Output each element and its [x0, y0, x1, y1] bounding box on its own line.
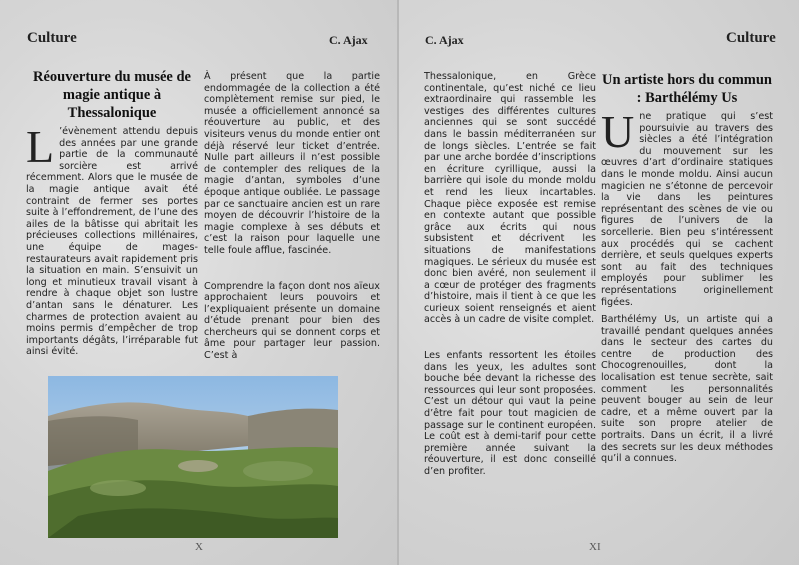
left-header-section: Culture	[27, 30, 77, 46]
article-title-museum: Réouverture du musée de magie antique à Thessalonique	[32, 69, 191, 121]
left-header-author: C. Ajax	[329, 33, 368, 47]
left-page	[0, 0, 397, 565]
landscape-photo	[48, 376, 338, 538]
left-column-2	[204, 71, 380, 362]
right-column-1	[424, 71, 596, 478]
dropcap-l: L	[26, 121, 55, 172]
artist-paragraph-2: Barthélémy Us, un artiste qui a travaillé pendant quelques années dans le secteur des cartes du centre de production des Chocogrenouilles, dont la localisation est tenue secrète, sait comment les personnalités peuvent bouger au sein de leur cadre, et a même ouvert par la suite son propre atelier de portraits. Dans un écrit, il a livré des secrets sur les deux méthodes qu’il a connues.	[601, 314, 773, 465]
right-column-2	[601, 71, 773, 465]
left-page-number: X	[195, 541, 203, 553]
dropcap-u: U	[601, 106, 635, 157]
museum-paragraph-2: À présent que la partie endommagée de la collection a été complètement remise sur pied, le musée a officiellement annoncé sa réouverture au public, et des visiteurs venus du monde entier ont déjà réservé leur ticket d’entrée. Nulle part ailleurs il n’est possible de contempler des reliques de la magie d’antan, symboles d’une époque antique oubliée. Le passage par ce sanctuaire ancien est un rare moyen de découvrir l’histoire de la magie complexe à ses débuts et c’est la raison pour laquelle une telle foule afflue, fascinée.	[204, 71, 380, 256]
right-header-section: Culture	[726, 30, 776, 46]
museum-paragraph-3: Comprendre la façon dont nos aïeux approchaient leurs pouvoirs et l’expliquaient présente un domaine d’étude prenant pour bien des chercheurs qui se donnent corps et âme pour partager leur passion. C’est à	[204, 280, 380, 362]
left-column-1	[26, 68, 198, 358]
artist-intro-text: ne pratique qui s’est poursuivie au travers des siècles a été l’intégration du mouvement sur les œuvres d’art d’ordinaire statiques dans le monde moldu. Ainsi aucun magicien ne s’étonne de percevoir la vie dans les peintures représentant des scènes de vie ou figures de l’univers de la sorcellerie. Bien peu s’intéressent aux procédés qui se cachent derrière, et seuls quelques experts sont au fait des techniques employés pour sublimer les représentations originellement figées.	[601, 111, 773, 308]
right-header-author: C. Ajax	[425, 33, 464, 47]
right-page-number: XI	[589, 541, 601, 553]
article-title-artist: Un artiste hors du commun : Barthélémy Us	[602, 72, 772, 106]
meteora-landscape-image	[48, 376, 338, 538]
museum-paragraph-5: Les enfants ressortent les étoiles dans les yeux, les adultes sont bouche bée devant la richesse des ressources qui leur sont proposées. C’est un détour qui vaut la peine d’être fait pour tout magicien de passage sur le continent européen. Le coût est à demi-tarif pour cette première année suivant la réouverture, il est donc conseillé d’en profiter.	[424, 350, 596, 477]
right-page	[399, 0, 799, 565]
article-body-museum-intro	[26, 121, 198, 358]
artist-paragraph-1	[601, 106, 773, 308]
museum-paragraph-4: Thessalonique, en Grèce continentale, qu’est niché ce lieu extraordinaire qui rassemble les vestiges des différentes cultures anciennes qui se sont succédé dans le bassin méditerranéen sur de longs siècles. L’entrée se fait par une arche bordée d’inscriptions en écriture cyrillique, aussi la barrière qui isole du monde moldu et rend les lieux incartables. Chaque pièce exposée est remise en contexte autant que possible grâce aux écrits qui nous subsistent et décrivent les situations de manifestations magiques. Le sérieux du musée est donc bien avéré, non seulement il a cœur de protéger des fragments d’histoire, mais il tient à ce que les curieux soient renseignés et aient accès à un cadre de visite complet.	[424, 71, 596, 326]
museum-intro-text: ’évènement attendu depuis des années par une grande partie de la communauté sorcière est arrivé récemment. Alors que le musée de la magie antique avait été contraint de fermer ses portes suite à l’effondrement, de l’une des ailes de la bâtisse qui abritait les précieuses collections millénaires, une équipe de mages-restaurateurs avait rapidement pris la situation en main. S’ensuivit un long et minutieux travail visant à rendre à chaque objet son lustre d’antan sans le dénaturer. Les charmes de protection avaient au moins permis d’empêcher de trop importants dégâts, l’irréparable fut ainsi évité.	[26, 126, 198, 358]
